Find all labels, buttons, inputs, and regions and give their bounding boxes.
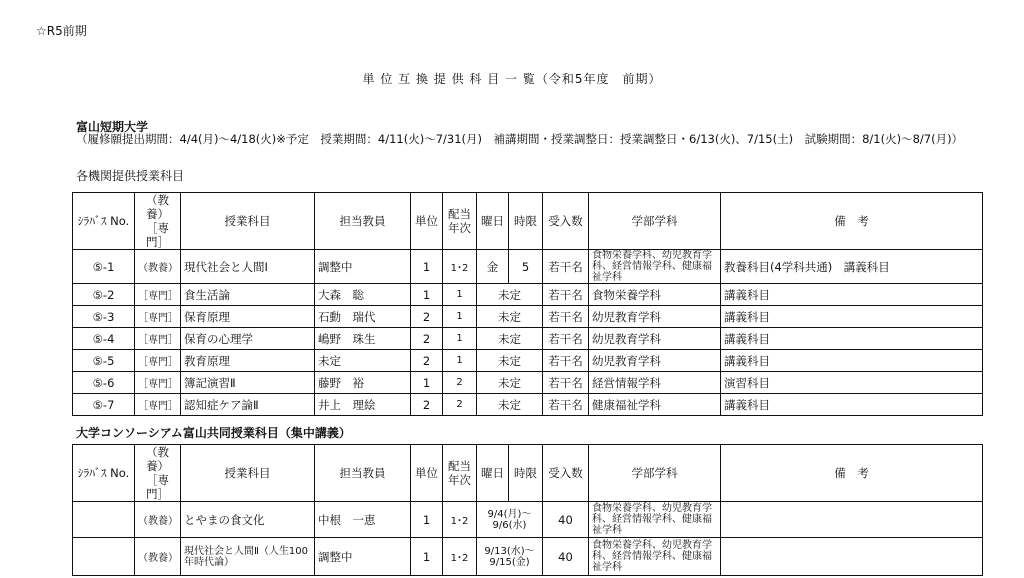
cell-capacity: 若干名 — [543, 372, 589, 394]
col-period: 時限 — [509, 445, 543, 502]
cell-remarks: 講義科目 — [721, 284, 983, 306]
corner-label: ☆R5前期 — [36, 24, 87, 38]
table-row — [73, 328, 983, 350]
cell-capacity: 40 — [543, 502, 589, 538]
cell-subject: とやまの食文化 — [181, 502, 315, 538]
consortium-course-table — [72, 444, 983, 576]
col-capacity: 受入数 — [543, 445, 589, 502]
cell-category: ［専門］ — [135, 306, 181, 328]
cell-teacher: 大森 聡 — [315, 284, 411, 306]
col-day: 曜日 — [477, 193, 509, 250]
cell-year: 1･2 — [443, 250, 477, 284]
cell-units: 2 — [411, 350, 443, 372]
cell-dept: 幼児教育学科 — [589, 350, 721, 372]
cell-category: （教養） — [135, 502, 181, 538]
university-name: 富山短期大学 — [76, 120, 149, 134]
cell-subject: 現代社会と人間Ⅱ（人生100年時代論） — [181, 538, 315, 576]
table-row — [73, 538, 983, 576]
cell-capacity: 若干名 — [543, 250, 589, 284]
col-units: 単位 — [411, 445, 443, 502]
cell-teacher: 調整中 — [315, 250, 411, 284]
period-info: （履修願提出期間：4/4(月)～4/18(火)※予定 授業期間：4/11(火)～7/31(月) 補講期間・授業調整日：授業調整日・6/13(火)、7/15(土) 試験期間：8/1(火)～8/7(月)） — [76, 132, 964, 146]
cell-subject: 保育の心理学 — [181, 328, 315, 350]
col-units: 単位 — [411, 193, 443, 250]
cell-units: 2 — [411, 328, 443, 350]
col-teacher: 担当教員 — [315, 445, 411, 502]
cell-subject: 教育原理 — [181, 350, 315, 372]
cell-capacity: 若干名 — [543, 328, 589, 350]
col-remarks: 備 考 — [721, 445, 983, 502]
col-dept: 学部学科 — [589, 445, 721, 502]
cell-subject: 保育原理 — [181, 306, 315, 328]
cell-period: 5 — [509, 250, 543, 284]
cell-dept: 食物栄養学科、幼児教育学科、経営情報学科、健康福祉学科 — [589, 502, 721, 538]
cell-teacher: 中根 一恵 — [315, 502, 411, 538]
cell-remarks: 講義科目 — [721, 306, 983, 328]
cell-no — [73, 502, 135, 538]
cell-category: ［専門］ — [135, 328, 181, 350]
cell-category: ［専門］ — [135, 350, 181, 372]
cell-year: 1 — [443, 306, 477, 328]
cell-units: 2 — [411, 306, 443, 328]
cell-no: ⑤-5 — [73, 350, 135, 372]
cell-capacity: 若干名 — [543, 306, 589, 328]
table-row — [73, 372, 983, 394]
cell-category: ［専門］ — [135, 394, 181, 416]
col-period: 時限 — [509, 193, 543, 250]
cell-dept: 幼児教育学科 — [589, 328, 721, 350]
cell-subject: 認知症ケア論Ⅱ — [181, 394, 315, 416]
cell-units: 2 — [411, 394, 443, 416]
cell-units: 1 — [411, 250, 443, 284]
cell-units: 1 — [411, 284, 443, 306]
cell-capacity: 40 — [543, 538, 589, 576]
cell-remarks: 講義科目 — [721, 328, 983, 350]
page-title: 単 位 互 換 提 供 科 目 一 覧（令和5年度 前期） — [362, 72, 662, 86]
table-row — [73, 284, 983, 306]
cell-year: 1 — [443, 350, 477, 372]
cell-units: 1 — [411, 502, 443, 538]
cell-dept: 健康福祉学科 — [589, 394, 721, 416]
col-year: 配当年次 — [443, 445, 477, 502]
cell-subject: 現代社会と人間Ⅰ — [181, 250, 315, 284]
cell-no: ⑤-6 — [73, 372, 135, 394]
col-year: 配当年次 — [443, 193, 477, 250]
cell-units: 1 — [411, 372, 443, 394]
cell-no — [73, 538, 135, 576]
cell-dept: 幼児教育学科 — [589, 306, 721, 328]
col-subject: 授業科目 — [181, 193, 315, 250]
cell-capacity: 若干名 — [543, 350, 589, 372]
cell-category: （教養） — [135, 538, 181, 576]
cell-subject: 食生活論 — [181, 284, 315, 306]
cell-dept: 経営情報学科 — [589, 372, 721, 394]
cell-year: 1 — [443, 328, 477, 350]
cell-day-period: 9/13(水)～9/15(金) — [477, 538, 543, 576]
section-title-consortium: 大学コンソーシアム富山共同授業科目（集中講義） — [76, 426, 351, 440]
cell-dept: 食物栄養学科 — [589, 284, 721, 306]
cell-teacher: 未定 — [315, 350, 411, 372]
cell-category: ［専門］ — [135, 284, 181, 306]
section-title-institution: 各機関提供授業科目 — [76, 169, 185, 183]
cell-teacher: 調整中 — [315, 538, 411, 576]
cell-units: 1 — [411, 538, 443, 576]
cell-day-period: 9/4(月)～9/6(水) — [477, 502, 543, 538]
cell-year: 1･2 — [443, 502, 477, 538]
cell-no: ⑤-1 — [73, 250, 135, 284]
cell-day-period: 未定 — [477, 284, 543, 306]
cell-capacity: 若干名 — [543, 394, 589, 416]
cell-no: ⑤-7 — [73, 394, 135, 416]
cell-subject: 簿記演習Ⅱ — [181, 372, 315, 394]
cell-dept: 食物栄養学科、幼児教育学科、経営情報学科、健康福祉学科 — [589, 538, 721, 576]
cell-remarks — [721, 502, 983, 538]
cell-remarks: 講義科目 — [721, 350, 983, 372]
cell-remarks: 演習科目 — [721, 372, 983, 394]
cell-category: （教養） — [135, 250, 181, 284]
cell-teacher: 井上 理絵 — [315, 394, 411, 416]
table-row — [73, 394, 983, 416]
table-row — [73, 306, 983, 328]
cell-no: ⑤-2 — [73, 284, 135, 306]
cell-teacher: 石動 瑞代 — [315, 306, 411, 328]
col-day: 曜日 — [477, 445, 509, 502]
cell-teacher: 嶋野 珠生 — [315, 328, 411, 350]
table-header-row — [73, 445, 983, 502]
cell-day-period: 未定 — [477, 372, 543, 394]
cell-category: ［専門］ — [135, 372, 181, 394]
cell-capacity: 若干名 — [543, 284, 589, 306]
cell-day: 金 — [477, 250, 509, 284]
cell-day-period: 未定 — [477, 306, 543, 328]
cell-no: ⑤-4 — [73, 328, 135, 350]
cell-year: 1･2 — [443, 538, 477, 576]
cell-year: 1 — [443, 284, 477, 306]
col-teacher: 担当教員 — [315, 193, 411, 250]
col-category: （教養）［専門］ — [135, 445, 181, 502]
table-row — [73, 250, 983, 284]
cell-remarks — [721, 538, 983, 576]
table-row — [73, 502, 983, 538]
col-capacity: 受入数 — [543, 193, 589, 250]
cell-day-period: 未定 — [477, 394, 543, 416]
cell-year: 2 — [443, 394, 477, 416]
col-remarks: 備 考 — [721, 193, 983, 250]
cell-day-period: 未定 — [477, 350, 543, 372]
table-header-row — [73, 193, 983, 250]
institution-course-table — [72, 192, 983, 416]
table-row — [73, 350, 983, 372]
cell-teacher: 藤野 裕 — [315, 372, 411, 394]
cell-no: ⑤-3 — [73, 306, 135, 328]
cell-year: 2 — [443, 372, 477, 394]
col-subject: 授業科目 — [181, 445, 315, 502]
cell-dept: 食物栄養学科、幼児教育学科、経営情報学科、健康福祉学科 — [589, 250, 721, 284]
col-category: （教養）［専門］ — [135, 193, 181, 250]
cell-day-period: 未定 — [477, 328, 543, 350]
col-dept: 学部学科 — [589, 193, 721, 250]
cell-remarks: 教養科目(4学科共通) 講義科目 — [721, 250, 983, 284]
col-syllabus: ｼﾗﾊﾞｽ No. — [73, 193, 135, 250]
col-syllabus: ｼﾗﾊﾞｽ No. — [73, 445, 135, 502]
cell-remarks: 講義科目 — [721, 394, 983, 416]
